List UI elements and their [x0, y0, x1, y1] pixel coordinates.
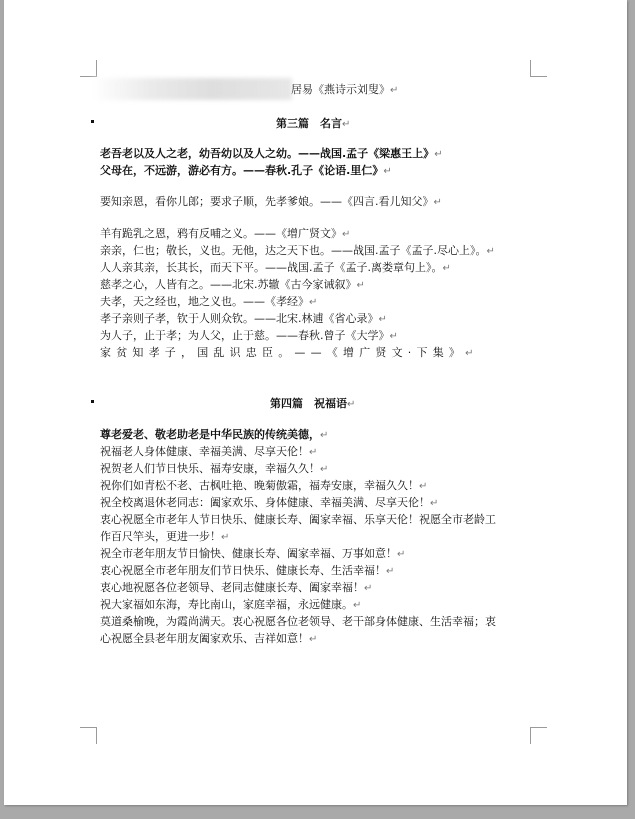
- quote-line[interactable]: 孝子亲则子孝，钦于人则众钦。——北宋.林逋《省心录》↵: [100, 312, 387, 325]
- quote-line[interactable]: 羊有跪乳之恩，鸦有反哺之义。——《增广贤文》↵: [100, 227, 351, 240]
- quote-line[interactable]: 为人子，止于孝；为人父，止于慈。——春秋.曾子《大学》↵: [100, 329, 398, 342]
- blessing-line[interactable]: 衷心祝愿全市老年朋友们节日快乐、健康长寿、生活幸福！↵: [100, 564, 395, 577]
- section3-heading[interactable]: 第三篇 名言↵: [276, 117, 351, 130]
- blessing-line[interactable]: 祝福老人身体健康、幸福美满、尽享天伦！↵: [100, 445, 318, 458]
- margin-corner-top-left: [80, 60, 97, 77]
- blessing-line[interactable]: 衷心地祝愿各位老领导、老同志健康长寿、阖家幸福！↵: [100, 581, 373, 594]
- quote-line[interactable]: 慈孝之心，人皆有之。——北宋.苏辙《古今家诫叙》↵: [100, 278, 365, 291]
- blessing-line[interactable]: 莫道桑榆晚，为霞尚满天。衷心祝愿各位老领导、老干部身体健康、生活幸福；衷: [100, 615, 496, 628]
- blessing-line[interactable]: 衷心祝愿全市老年人节日快乐、健康长寿、阖家幸福、乐享天伦！祝愿全市老龄工: [100, 513, 496, 526]
- section4-heading[interactable]: 第四篇 祝福语↵: [270, 397, 356, 410]
- page-header[interactable]: 居易《燕诗示刘叟》↵: [291, 83, 399, 96]
- blessing-line[interactable]: 心祝愿全县老年朋友阖家欢乐、吉祥如意！↵: [100, 632, 318, 645]
- blessing-line[interactable]: 祝贺老人们节日快乐、福寿安康，幸福久久！↵: [100, 462, 329, 475]
- blessing-line[interactable]: 祝大家福如东海，寿比南山，家庭幸福，永远健康。↵: [100, 598, 362, 611]
- blessing-line[interactable]: 尊老爱老、敬老助老是中华民族的传统美德，↵: [100, 428, 329, 441]
- heading-bullet: [91, 400, 94, 403]
- quote-line[interactable]: 亲亲，仁也；敬长，义也。无他，达之天下也。——战国.孟子《孟子.尽心上》。↵: [100, 244, 495, 257]
- quote-line[interactable]: 父母在，不远游，游必有方。——春秋.孔子《论语.里仁》↵: [100, 164, 392, 177]
- blessing-line[interactable]: 祝全校离退休老同志：阖家欢乐、身体健康、幸福美满、尽享天伦！↵: [100, 496, 439, 509]
- quote-line[interactable]: 老吾老以及人之老，幼吾幼以及人之幼。——战国.孟子《梁惠王上》↵: [100, 147, 443, 160]
- document-page: [4, 0, 627, 805]
- blessing-line[interactable]: 祝全市老年朋友节日愉快、健康长寿、阖家幸福、万事如意！↵: [100, 547, 406, 560]
- margin-corner-bottom-right: [530, 727, 547, 744]
- blurred-header-region: [92, 78, 292, 100]
- margin-corner-top-right: [530, 60, 547, 77]
- blessing-line[interactable]: 作百尺竿头，更进一步！↵: [100, 530, 230, 543]
- quote-line[interactable]: 要知亲恩，看你儿郎；要求子顺，先孝爹娘。——《四言.看儿知父》↵: [100, 195, 442, 208]
- blessing-line[interactable]: 祝你们如青松不老、古枫吐艳、晚菊傲霜，福寿安康，幸福久久！↵: [100, 479, 428, 492]
- margin-corner-bottom-left: [80, 727, 97, 744]
- quote-line-justified[interactable]: 家贫知孝子，国乱识忠臣。——《增广贤文·下集》↵: [100, 346, 479, 359]
- quote-line[interactable]: 人人亲其亲，长其长，而天下平。——战国.孟子《孟子.离娄章句上》。↵: [100, 261, 451, 274]
- quote-line[interactable]: 夫孝，天之经也，地之义也。——《孝经》↵: [100, 295, 318, 308]
- heading-bullet: [91, 120, 94, 123]
